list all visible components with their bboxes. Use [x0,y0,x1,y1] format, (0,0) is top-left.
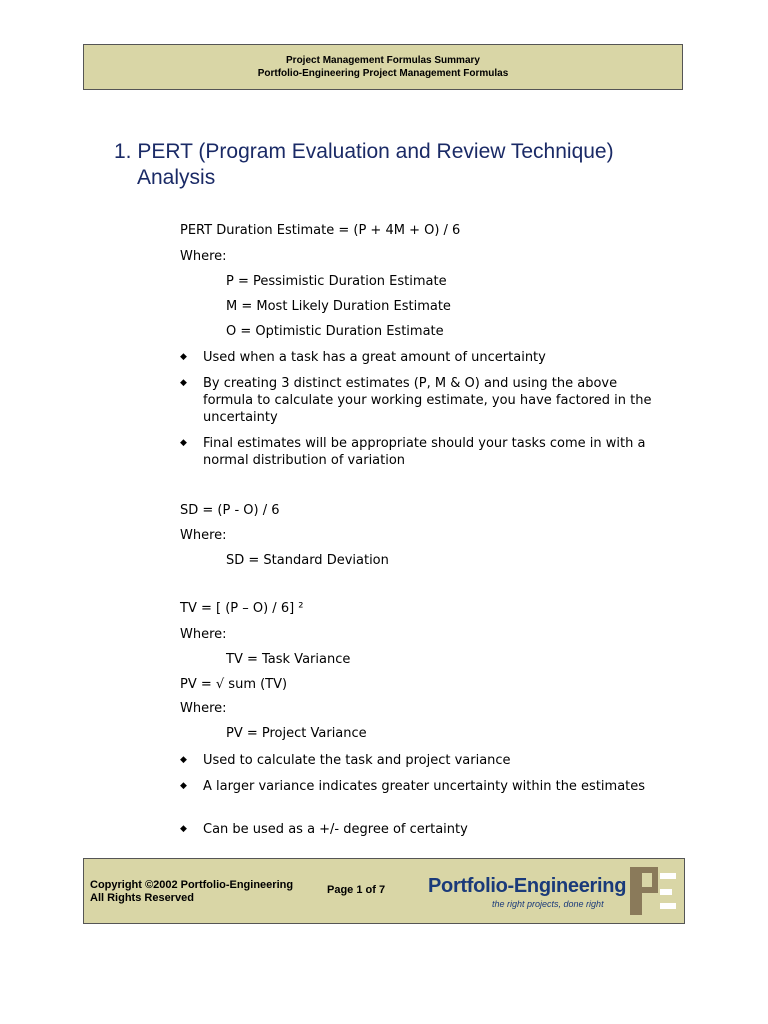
definition-most-likely: M = Most Likely Duration Estimate [226,299,451,314]
diamond-bullet-icon: ◆ [180,378,187,388]
pert-where-label: Where: [180,249,227,264]
diamond-bullet-icon: ◆ [180,755,187,765]
list-item [180,435,660,469]
diamond-bullet-icon: ◆ [180,781,187,791]
definition-optimistic: O = Optimistic Duration Estimate [226,324,444,339]
header-title: Project Management Formulas Summary [286,55,480,66]
page-number: Page 1 of 7 [327,884,386,896]
page-footer [83,858,685,924]
section-title-line1: 1. PERT (Program Evaluation and Review Technique) [114,140,614,163]
copyright-notice [90,879,293,905]
portfolio-engineering-logo-icon [630,867,676,915]
tv-where-label: Where: [180,627,227,642]
bullet-text: A larger variance indicates greater uncertainty within the estimates [203,779,646,794]
tv-formula: TV = [ (P – O) / 6] ² [180,601,304,616]
pert-formula: PERT Duration Estimate = (P + 4M + O) / 6 [180,223,461,238]
sd-formula: SD = (P - O) / 6 [180,503,280,518]
definition-task-variance: TV = Task Variance [226,652,351,667]
diamond-bullet-icon: ◆ [180,438,187,448]
bullet-text: By creating 3 distinct estimates (P, M & O) and using the above formula to calculate your working estimate, you have factored in the uncertainty [203,376,652,425]
definition-pessimistic: P = Pessimistic Duration Estimate [226,274,447,289]
bullet-text: Used to calculate the task and project variance [203,753,511,768]
list-item [180,752,660,769]
list-item [180,821,660,838]
pv-formula: PV = √ sum (TV) [180,677,288,692]
bullet-text: Final estimates will be appropriate should your tasks come in with a normal distribution of variation [203,436,646,468]
sd-where-label: Where: [180,528,227,543]
list-item [180,349,660,366]
definition-project-variance: PV = Project Variance [226,726,367,741]
header-subtitle: Portfolio-Engineering Project Management Formulas [257,68,509,79]
page-header [83,44,683,90]
definition-standard-deviation: SD = Standard Deviation [226,553,389,568]
bullet-text: Can be used as a +/- degree of certainty [203,822,468,837]
diamond-bullet-icon: ◆ [180,824,187,834]
list-item [180,375,660,426]
rights-line: All Rights Reserved [90,892,194,904]
bullet-text: Used when a task has a great amount of uncertainty [203,350,546,365]
section-title-line2: Analysis [137,166,216,189]
brand-name: Portfolio-Engineering [428,875,627,897]
list-item [180,778,660,795]
brand-tagline: the right projects, done right [492,899,604,909]
section-title [114,139,714,191]
diamond-bullet-icon: ◆ [180,352,187,362]
pv-where-label: Where: [180,701,227,716]
copyright-line: Copyright ©2002 Portfolio-Engineering [90,879,294,891]
